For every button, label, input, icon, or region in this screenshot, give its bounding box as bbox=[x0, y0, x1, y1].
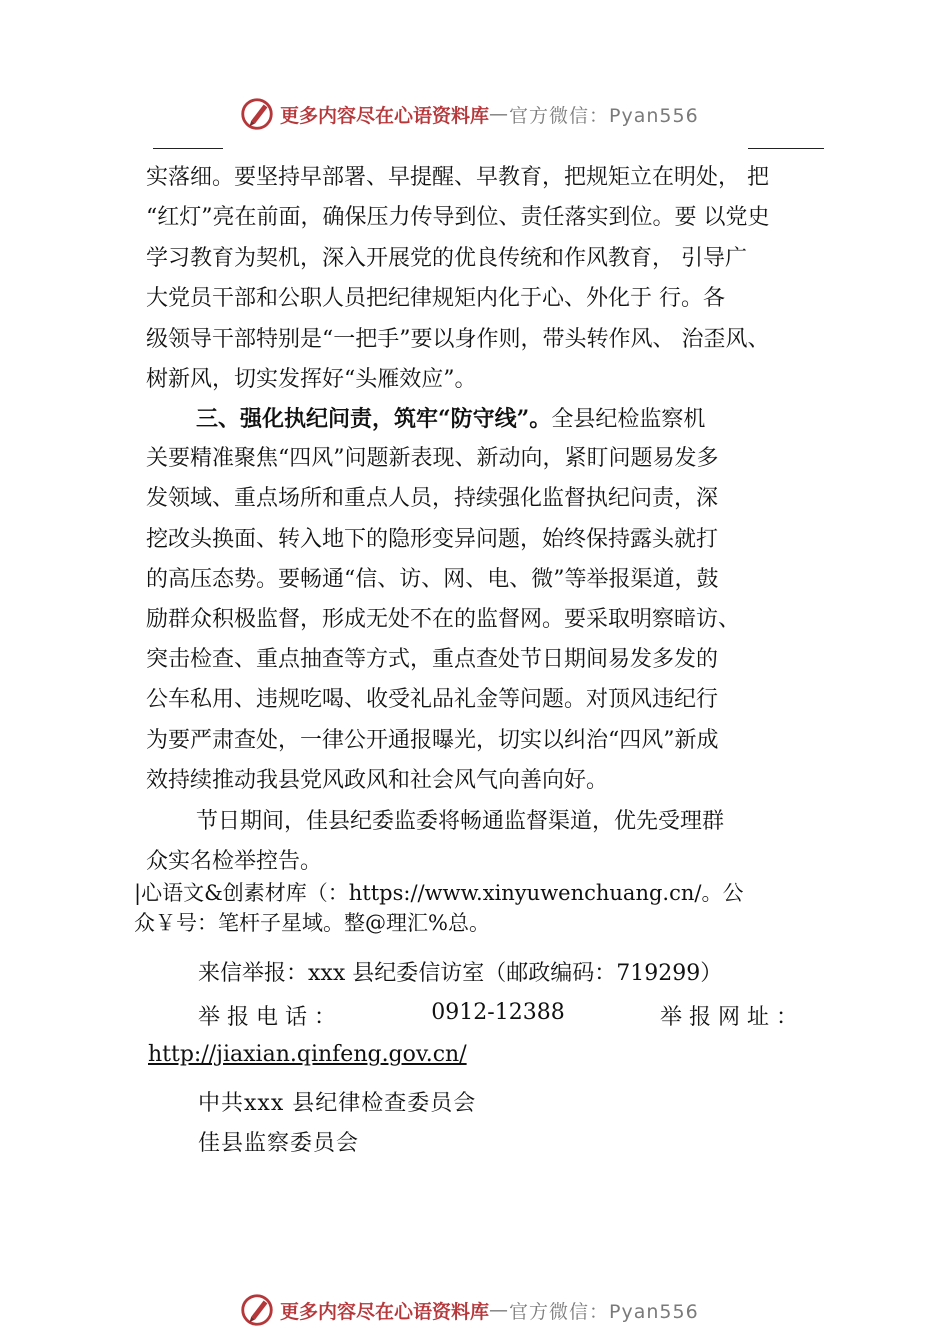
report-website-link[interactable]: http://jiaxian.qinfeng.gov.cn/ bbox=[148, 1042, 467, 1067]
mail-report-line: 来信举报：xxx 县纪委信访室（邮政编码：719299） bbox=[198, 961, 723, 986]
text-line: 大党员干部和公职人员把纪律规矩内化于心、外化于 行。各 bbox=[146, 286, 725, 312]
text-line: 挖改头换面、转入地下的隐形变异问题，始终保持露头就打 bbox=[146, 526, 719, 552]
header-banner bbox=[238, 94, 699, 134]
text-line: 发领域、重点场所和重点人员，持续强化监督执纪问责，深 bbox=[146, 486, 719, 512]
source-note-line: |心语文&创素材库（：https://www.xinyuwenchuang.cn/。公 bbox=[134, 881, 744, 905]
text-line: 的高压态势。要畅通“信、访、网、电、微”等举报渠道，鼓 bbox=[146, 566, 719, 592]
footer-banner bbox=[238, 1290, 699, 1330]
signature-org-1: 中共xxx 县纪律检查委员会 bbox=[198, 1091, 477, 1116]
banner-dash: — bbox=[489, 103, 510, 125]
text-line: 突击检查、重点抽查等方式，重点查处节日期间易发多发的 bbox=[146, 647, 719, 673]
text-line: 关要精准聚焦“四风”问题新表现、新动向，紧盯问题易发多 bbox=[146, 446, 719, 472]
banner-wechat: 官方微信：Pyan556 bbox=[509, 104, 699, 127]
pen-logo-icon bbox=[238, 1291, 276, 1329]
text-line: 效持续推动我县党风政风和社会风气向善向好。 bbox=[146, 767, 609, 793]
section-three-paragraph bbox=[146, 399, 836, 801]
section-three-heading: 三、强化执纪问责，筑牢“防守线”。 bbox=[196, 406, 552, 432]
text-line: 为要严肃查处，一律公开通报曝光，切实以纠治“四风”新成 bbox=[146, 727, 719, 753]
section-three-first-line bbox=[146, 399, 836, 439]
source-note bbox=[134, 878, 834, 938]
text-line: 众实名检举控告。 bbox=[146, 849, 323, 874]
banner-site-name: 更多内容尽在心语资料库 bbox=[280, 1300, 490, 1323]
holiday-paragraph bbox=[146, 802, 836, 882]
text-line: 树新风，切实发挥好“头雁效应”。 bbox=[146, 366, 477, 392]
phone-label: 举 报 电 话 ： bbox=[198, 1005, 336, 1030]
paragraph-continuation bbox=[146, 158, 836, 400]
phone-number: 0912-12388 bbox=[431, 1000, 565, 1025]
banner-wechat: 官方微信：Pyan556 bbox=[509, 1300, 699, 1323]
text-line: 节日期间，佳县纪委监委将畅通监督渠道，优先受理群 bbox=[196, 809, 725, 834]
web-label: 举 报 网 址 ： bbox=[660, 1005, 798, 1030]
signature-org-2: 佳县监察委员会 bbox=[198, 1131, 360, 1156]
text-line: “红灯”亮在前面，确保压力传导到位、责任落实到位。要 以党史 bbox=[146, 205, 770, 231]
pen-logo-icon bbox=[238, 95, 276, 133]
header-rule-right bbox=[748, 148, 824, 149]
section-three-first-line-rest: 全县纪检监察机 bbox=[551, 407, 706, 432]
phone-web-line bbox=[198, 1000, 798, 1031]
text-line: 励群众积极监督，形成无处不在的监督网。要采取明察暗访、 bbox=[146, 606, 741, 632]
text-line: 学习教育为契机，深入开展党的优良传统和作风教育， 引导广 bbox=[146, 245, 747, 271]
banner-dash: — bbox=[489, 1299, 510, 1321]
text-line: 实落细。要坚持早部署、早提醒、早教育，把规矩立在明处， 把 bbox=[146, 165, 769, 190]
text-line: 级领导干部特别是“一把手”要以身作则，带头转作风、 治歪风、 bbox=[146, 326, 770, 352]
text-line: 公车私用、违规吃喝、收受礼品礼金等问题。对顶风违纪行 bbox=[146, 687, 719, 713]
banner-site-name: 更多内容尽在心语资料库 bbox=[280, 104, 490, 127]
header-rule-left bbox=[153, 148, 223, 149]
source-note-line: 众￥号：笔杆子星域。整@理汇%总。 bbox=[134, 911, 490, 935]
